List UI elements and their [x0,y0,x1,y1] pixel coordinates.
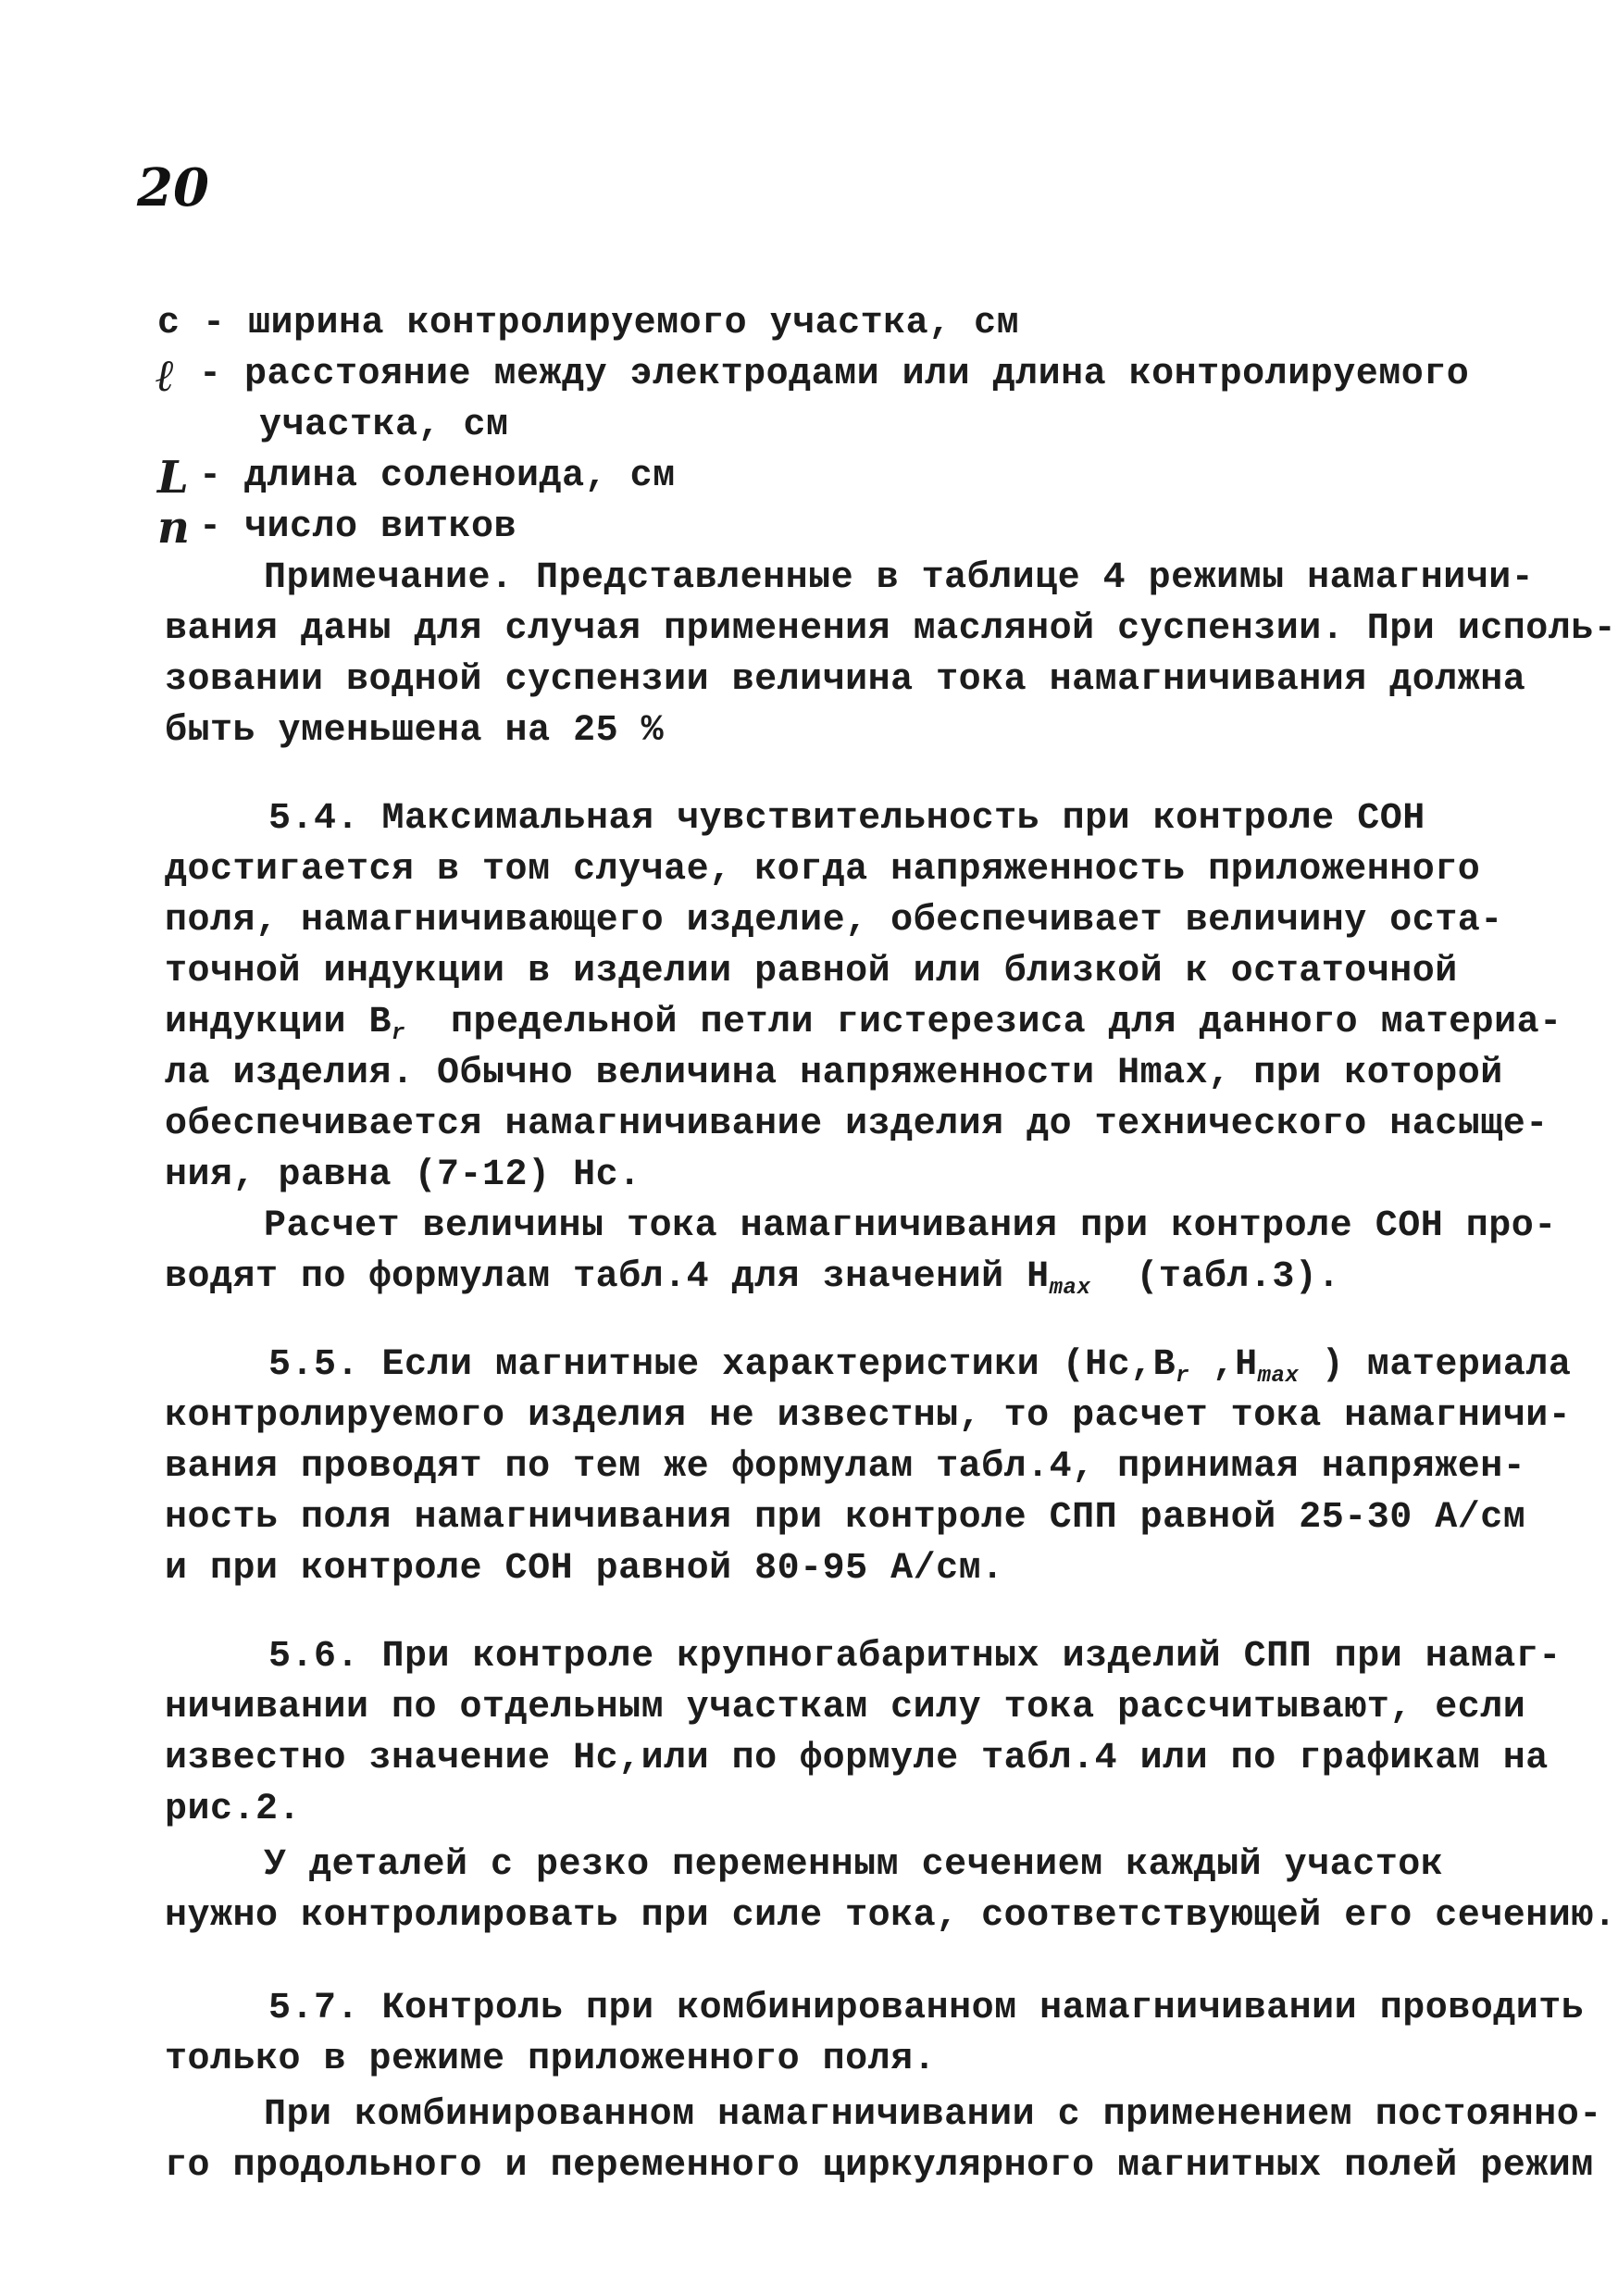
p57-line-4: го продольного и переменного циркулярного магнитных полей режим [165,2145,1594,2187]
legend-L-symbol: L [157,452,189,504]
p56-line-1: 5.6. При контроле крупногабаритных изделий СПП при намаг- [268,1636,1562,1678]
legend-l-line2: участка, см [259,405,509,446]
p54-line-5 [165,1004,1562,1045]
p55-line-4: ность поля намагничивания при контроле СПП равной 25-30 А/см [165,1497,1526,1539]
p55-line-1 [268,1344,1572,1389]
p54-line-10-a: водят по формулам табл.4 для значений Н [165,1256,1050,1298]
p54-line-7: обеспечивается намагничивание изделия до технического насыще- [165,1104,1549,1145]
p57-line-3: При комбинированном намагничивании с применением постоянно- [264,2094,1602,2136]
p56-line-5: У деталей с резко переменным сечением каждый участок [264,1844,1444,1886]
p57-line-1: 5.7. Контроль при комбинированном намагничивании проводить [268,1988,1585,2029]
p55-line-5: и при контроле СОН равной 80-95 А/см. [165,1548,1004,1590]
note-line-2: вания даны для случая применения масляной суспензии. При исполь- [165,608,1617,650]
p55-line-1-sub1: r [1176,1364,1190,1389]
legend-l-line1: - расстояние между электродами или длина контролируемого [199,354,1470,395]
p56-line-3: известно значение Нс,или по формуле табл.4 или по графикам на [165,1738,1549,1779]
legend-l-symbol: ℓ [156,350,175,402]
p54-line-9: Расчет величины тока намагничивания при контроле СОН про- [264,1205,1557,1247]
p56-line-2: ничивании по отдельным участкам силу тока рассчитывают, если [165,1687,1526,1728]
page-number: 20 [137,157,209,218]
legend-L-text: - длина соленоида, см [199,455,676,497]
p54-line-10 [165,1256,1340,1301]
legend-n-text: - число витков [199,506,517,548]
note-line-4: быть уменьшена на 25 % [165,710,665,752]
legend-n-symbol: n [157,502,190,554]
p55-line-1-b: ,Н [1189,1344,1258,1386]
p56-line-6: нужно контролировать при силе тока, соответствующей его сечению. [165,1895,1617,1937]
p54-line-5-a: индукции В [165,1002,392,1043]
p57-line-2: только в режиме приложенного поля. [165,2039,937,2080]
p54-line-8: ния, равна (7-12) Нс. [165,1154,641,1196]
note-line-3: зовании водной суспензии величина тока намагничивания должна [165,659,1526,701]
p55-line-3: вания проводят по тем же формулам табл.4, принимая напряжен- [165,1446,1526,1488]
p54-line-10-sub: max [1049,1276,1091,1301]
p54-line-3: поля, намагничивающего изделие, обеспечивает величину оста- [165,900,1503,942]
p54-line-4: точной индукции в изделии равной или близкой к остаточной [165,951,1458,992]
p55-line-1-c: ) материала [1299,1344,1572,1386]
p54-line-5-sub: r [392,1021,405,1046]
p55-line-2: контролируемого изделия не известны, то расчет тока намагничи- [165,1395,1572,1437]
p55-line-1-a: 5.5. Если магнитные характеристики (Нс,В [268,1344,1176,1386]
p54-line-10-b: (табл.3). [1090,1256,1340,1298]
legend-c: с - ширина контролируемого участка, см [157,303,1020,344]
p54-line-2: достигается в том случае, когда напряженность приложенного [165,849,1481,891]
p54-line-1: 5.4. Максимальная чувствительность при контроле СОН [268,798,1425,840]
p54-line-6: ла изделия. Обычно величина напряженности Нmax, при которой [165,1053,1503,1094]
p55-line-1-sub2: max [1257,1364,1300,1389]
p56-line-4: рис.2. [165,1789,302,1830]
p54-line-5-b: предельной петли гистерезиса для данного материа- [404,1002,1562,1043]
note-line-1: Примечание. Представленные в таблице 4 режимы намагничи- [264,557,1535,599]
